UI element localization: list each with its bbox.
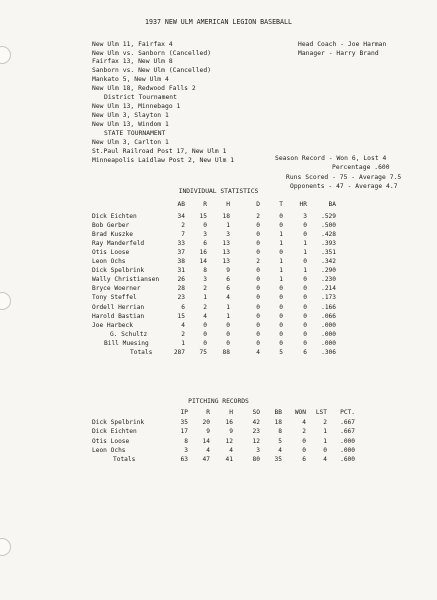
stat-cell: 4 bbox=[181, 321, 185, 329]
stat-cell: 0 bbox=[303, 294, 307, 302]
game-result: New Ulm 13, Minnebago 1 bbox=[92, 103, 181, 110]
stat-cell: 0 bbox=[256, 312, 260, 320]
stat-cell: 0 bbox=[279, 213, 283, 220]
stat-cell: 0 bbox=[256, 339, 260, 347]
player-name: Harold Bastian bbox=[92, 312, 145, 320]
stat-cell: 80 bbox=[252, 456, 260, 464]
stat-cell: 0 bbox=[303, 276, 307, 284]
stat-cell: 1 bbox=[279, 231, 283, 239]
stat-cell: 1 bbox=[279, 258, 283, 266]
stat-cell: 0 bbox=[256, 321, 260, 329]
game-result: New Ulm 11, Fairfax 4 bbox=[92, 41, 173, 48]
stat-cell: 0 bbox=[203, 222, 207, 230]
stat-cell: 0 bbox=[226, 321, 230, 329]
stat-cell: .667 bbox=[340, 419, 355, 426]
stat-cell: 1 bbox=[303, 267, 307, 275]
stat-cell: 4 bbox=[256, 348, 260, 356]
game-result: District Tournament bbox=[104, 94, 177, 101]
individual-heading: INDIVIDUAL STATISTICS bbox=[178, 188, 259, 195]
stat-cell: 8 bbox=[184, 437, 188, 445]
stat-cell: 41 bbox=[225, 456, 233, 464]
game-result: New Ulm 3, Slayton 1 bbox=[92, 112, 169, 119]
stat-cell: 0 bbox=[256, 330, 260, 338]
stat-cell: 0 bbox=[303, 258, 307, 266]
stat-cell: 18 bbox=[222, 213, 230, 220]
player-name: Ordell Herrian bbox=[92, 303, 145, 311]
stat-cell: 1 bbox=[226, 303, 230, 311]
column-header: HR bbox=[299, 201, 307, 208]
stat-cell: 7 bbox=[181, 231, 185, 239]
player-name: Dick Spelbrink bbox=[92, 267, 145, 275]
stat-cell: 8 bbox=[203, 267, 207, 275]
stat-cell: 2 bbox=[302, 428, 306, 436]
game-result: STATE TOURNAMENT bbox=[104, 130, 166, 137]
stat-cell: 0 bbox=[303, 303, 307, 311]
player-name: Bob Gerber bbox=[92, 222, 130, 230]
stat-cell: 20 bbox=[202, 419, 210, 426]
stat-cell: 4 bbox=[203, 312, 207, 320]
stat-cell: 6 bbox=[203, 240, 207, 248]
stat-cell: .173 bbox=[321, 294, 336, 302]
stat-cell: 47 bbox=[202, 456, 210, 464]
player-name: Tony Steffel bbox=[92, 294, 137, 302]
stat-cell: 0 bbox=[279, 339, 283, 347]
stat-cell: 13 bbox=[222, 240, 230, 248]
stat-cell: 33 bbox=[177, 240, 185, 248]
player-name: Ray Manderfeld bbox=[92, 240, 145, 248]
stat-cell: 14 bbox=[199, 258, 207, 266]
column-header: BB bbox=[274, 409, 282, 416]
player-name: Otis Loose bbox=[92, 249, 130, 257]
stat-cell: .600 bbox=[340, 456, 355, 464]
column-header: R bbox=[206, 409, 210, 416]
stat-cell: 12 bbox=[252, 437, 260, 445]
stat-cell: 0 bbox=[303, 222, 307, 230]
stat-cell: 1 bbox=[279, 267, 283, 275]
stat-cell: 0 bbox=[256, 240, 260, 248]
head-coach: Head Coach - Joe Harman bbox=[298, 41, 387, 48]
stat-cell: 0 bbox=[279, 285, 283, 293]
stat-cell: 15 bbox=[199, 213, 207, 220]
season-record: Season Record - Won 6, Lost 4 bbox=[275, 155, 387, 162]
stat-cell: .214 bbox=[321, 285, 336, 293]
stat-cell: 9 bbox=[229, 428, 233, 436]
stat-cell: 1 bbox=[279, 240, 283, 248]
stat-cell: 6 bbox=[303, 348, 307, 356]
stat-cell: 1 bbox=[279, 276, 283, 284]
stat-cell: 38 bbox=[177, 258, 185, 266]
stat-cell: 3 bbox=[184, 446, 188, 454]
stat-cell: 4 bbox=[278, 446, 282, 454]
stat-cell: 35 bbox=[274, 456, 282, 464]
stat-cell: 37 bbox=[177, 249, 185, 257]
stat-cell: 0 bbox=[303, 285, 307, 293]
stat-cell: 0 bbox=[303, 330, 307, 338]
stat-cell: 16 bbox=[199, 249, 207, 257]
stat-cell: 4 bbox=[226, 294, 230, 302]
stat-cell: 0 bbox=[303, 321, 307, 329]
stat-cell: 16 bbox=[225, 419, 233, 426]
stat-cell: 12 bbox=[225, 437, 233, 445]
opponents-runs: Opponents - 47 - Average 4.7 bbox=[290, 183, 398, 190]
stat-cell: 1 bbox=[323, 428, 327, 436]
column-header: LST bbox=[315, 409, 327, 416]
stat-cell: 1 bbox=[181, 339, 185, 347]
stat-cell: .066 bbox=[321, 312, 336, 320]
stat-cell: .290 bbox=[321, 267, 336, 275]
stat-cell: 23 bbox=[177, 294, 185, 302]
stat-cell: 0 bbox=[256, 222, 260, 230]
stat-cell: .230 bbox=[321, 276, 336, 284]
totals-label: Totals bbox=[113, 456, 136, 464]
game-result: Minneapolis Laidlaw Post 2, New Ulm 1 bbox=[92, 157, 235, 164]
player-name: Joe Harbeck bbox=[92, 321, 133, 329]
stat-cell: .000 bbox=[321, 339, 336, 347]
column-header: H bbox=[226, 201, 230, 208]
player-name: Leon Ochs bbox=[92, 258, 126, 266]
column-header: BA bbox=[328, 201, 336, 208]
binder-hole bbox=[0, 292, 11, 310]
stat-cell: 14 bbox=[202, 437, 210, 445]
binder-hole bbox=[0, 46, 11, 64]
player-name: Dick Eichten bbox=[92, 213, 137, 220]
player-name: Wally Christiansen bbox=[92, 276, 160, 284]
stat-cell: 1 bbox=[303, 240, 307, 248]
stat-cell: 6 bbox=[226, 276, 230, 284]
game-result: New Ulm 13, Windom 1 bbox=[92, 121, 169, 128]
stat-cell: .393 bbox=[321, 240, 336, 248]
player-name: Bryce Woerner bbox=[92, 285, 141, 293]
pitcher-name: Dick Spelbrink bbox=[92, 419, 145, 426]
pitcher-name: Otis Loose bbox=[92, 437, 130, 445]
stat-cell: .306 bbox=[321, 348, 336, 356]
game-result: Fairfax 13, New Ulm 8 bbox=[92, 58, 173, 65]
runs-scored: Runs Scored - 75 - Average 7.5 bbox=[286, 174, 402, 181]
stat-cell: 28 bbox=[177, 285, 185, 293]
pitching-heading: PITCHING RECORDS bbox=[188, 398, 249, 405]
manager: Manager - Harry Brand bbox=[298, 50, 379, 57]
stat-cell: 2 bbox=[256, 258, 260, 266]
pitcher-name: Dick Eichten bbox=[92, 428, 137, 436]
column-header: R bbox=[203, 201, 207, 208]
stat-cell: .000 bbox=[340, 437, 355, 445]
stat-cell: 0 bbox=[279, 249, 283, 257]
stat-cell: 34 bbox=[177, 213, 185, 220]
stat-cell: 0 bbox=[256, 276, 260, 284]
game-result: New Ulm 18, Redwood Falls 2 bbox=[92, 85, 196, 92]
stat-cell: 0 bbox=[203, 330, 207, 338]
player-name: G. Schultz bbox=[110, 330, 148, 338]
stat-cell: 63 bbox=[180, 456, 188, 464]
stat-cell: 9 bbox=[206, 428, 210, 436]
stat-cell: 6 bbox=[302, 456, 306, 464]
stat-cell: 2 bbox=[203, 303, 207, 311]
stat-cell: 4 bbox=[302, 419, 306, 426]
stat-cell: 5 bbox=[278, 437, 282, 445]
stat-cell: .529 bbox=[321, 213, 336, 220]
stat-cell: 13 bbox=[222, 249, 230, 257]
stat-cell: 2 bbox=[256, 213, 260, 220]
season-percentage: Percentage .600 bbox=[332, 164, 390, 171]
stat-cell: 2 bbox=[181, 222, 185, 230]
stat-cell: 17 bbox=[180, 428, 188, 436]
stat-cell: 4 bbox=[323, 456, 327, 464]
column-header: H bbox=[229, 409, 233, 416]
document-title: 1937 NEW ULM AMERICAN LEGION BASEBALL bbox=[145, 18, 292, 26]
stat-cell: 26 bbox=[177, 276, 185, 284]
stat-cell: 0 bbox=[279, 312, 283, 320]
stat-cell: 2 bbox=[323, 419, 327, 426]
game-result: Mankato 5, New Ulm 4 bbox=[92, 76, 169, 83]
stat-cell: 0 bbox=[226, 330, 230, 338]
stat-cell: 0 bbox=[226, 339, 230, 347]
stat-cell: 6 bbox=[181, 303, 185, 311]
stat-cell: 0 bbox=[203, 321, 207, 329]
stat-cell: 4 bbox=[206, 446, 210, 454]
player-name: Bill Muesing bbox=[104, 339, 149, 347]
stat-cell: 287 bbox=[173, 348, 185, 356]
stat-cell: 3 bbox=[256, 446, 260, 454]
binder-hole bbox=[0, 538, 11, 556]
stat-cell: 75 bbox=[199, 348, 207, 356]
pitcher-name: Leon Ochs bbox=[92, 446, 126, 454]
stat-cell: .500 bbox=[321, 222, 336, 230]
stat-cell: 0 bbox=[303, 231, 307, 239]
stat-cell: 18 bbox=[274, 419, 282, 426]
stat-cell: 0 bbox=[323, 446, 327, 454]
stat-cell: 0 bbox=[279, 303, 283, 311]
stat-cell: 0 bbox=[256, 303, 260, 311]
stat-cell: 0 bbox=[303, 339, 307, 347]
game-result: Sanborn vs. New Ulm (Cancelled) bbox=[92, 67, 212, 74]
stat-cell: 0 bbox=[279, 321, 283, 329]
stat-cell: .667 bbox=[340, 428, 355, 436]
stat-cell: 2 bbox=[181, 330, 185, 338]
column-header: T bbox=[279, 201, 283, 208]
stat-cell: 9 bbox=[226, 267, 230, 275]
column-header: AB bbox=[177, 201, 185, 208]
stat-cell: 0 bbox=[279, 294, 283, 302]
stat-cell: 42 bbox=[252, 419, 260, 426]
game-result: St.Paul Railroad Post 17, New Ulm 1 bbox=[92, 148, 227, 155]
column-header: SO bbox=[252, 409, 260, 416]
stat-cell: 3 bbox=[203, 231, 207, 239]
stat-cell: 1 bbox=[303, 249, 307, 257]
totals-label: Totals bbox=[130, 348, 153, 356]
column-header: PCT. bbox=[340, 409, 355, 416]
stat-cell: 23 bbox=[252, 428, 260, 436]
column-header: D bbox=[256, 201, 260, 208]
stat-cell: .166 bbox=[321, 303, 336, 311]
stat-cell: 6 bbox=[226, 285, 230, 293]
column-header: WON bbox=[294, 409, 306, 416]
stat-cell: 5 bbox=[279, 348, 283, 356]
stat-cell: 3 bbox=[226, 231, 230, 239]
stat-cell: 13 bbox=[222, 258, 230, 266]
stat-cell: 0 bbox=[256, 294, 260, 302]
stat-cell: 3 bbox=[303, 213, 307, 220]
stat-cell: 2 bbox=[203, 285, 207, 293]
stat-cell: 0 bbox=[279, 330, 283, 338]
stat-cell: .351 bbox=[321, 249, 336, 257]
stat-cell: 1 bbox=[226, 312, 230, 320]
stat-cell: 0 bbox=[256, 285, 260, 293]
stat-cell: 0 bbox=[279, 222, 283, 230]
stat-cell: 0 bbox=[203, 339, 207, 347]
stat-cell: 1 bbox=[323, 437, 327, 445]
stat-cell: 15 bbox=[177, 312, 185, 320]
stat-cell: 0 bbox=[303, 312, 307, 320]
game-result: New Ulm 3, Carlton 1 bbox=[92, 139, 169, 146]
stat-cell: .342 bbox=[321, 258, 336, 266]
stat-cell: 3 bbox=[203, 276, 207, 284]
game-result: New Ulm vs. Sanborn (Cancelled) bbox=[92, 50, 212, 57]
column-header: IP bbox=[180, 409, 188, 416]
stat-cell: 8 bbox=[278, 428, 282, 436]
stat-cell: 88 bbox=[222, 348, 230, 356]
stat-cell: 35 bbox=[180, 419, 188, 426]
stat-cell: 0 bbox=[256, 249, 260, 257]
stat-cell: 0 bbox=[302, 446, 306, 454]
stat-cell: 31 bbox=[177, 267, 185, 275]
stat-cell: .000 bbox=[321, 321, 336, 329]
stat-cell: .000 bbox=[340, 446, 355, 454]
stat-cell: 4 bbox=[229, 446, 233, 454]
stat-cell: 1 bbox=[226, 222, 230, 230]
stat-cell: 1 bbox=[203, 294, 207, 302]
stat-cell: 0 bbox=[256, 267, 260, 275]
stat-cell: 0 bbox=[256, 231, 260, 239]
stat-cell: 0 bbox=[302, 437, 306, 445]
player-name: Brad Kuszke bbox=[92, 231, 133, 239]
stat-cell: .428 bbox=[321, 231, 336, 239]
stat-cell: .000 bbox=[321, 330, 336, 338]
